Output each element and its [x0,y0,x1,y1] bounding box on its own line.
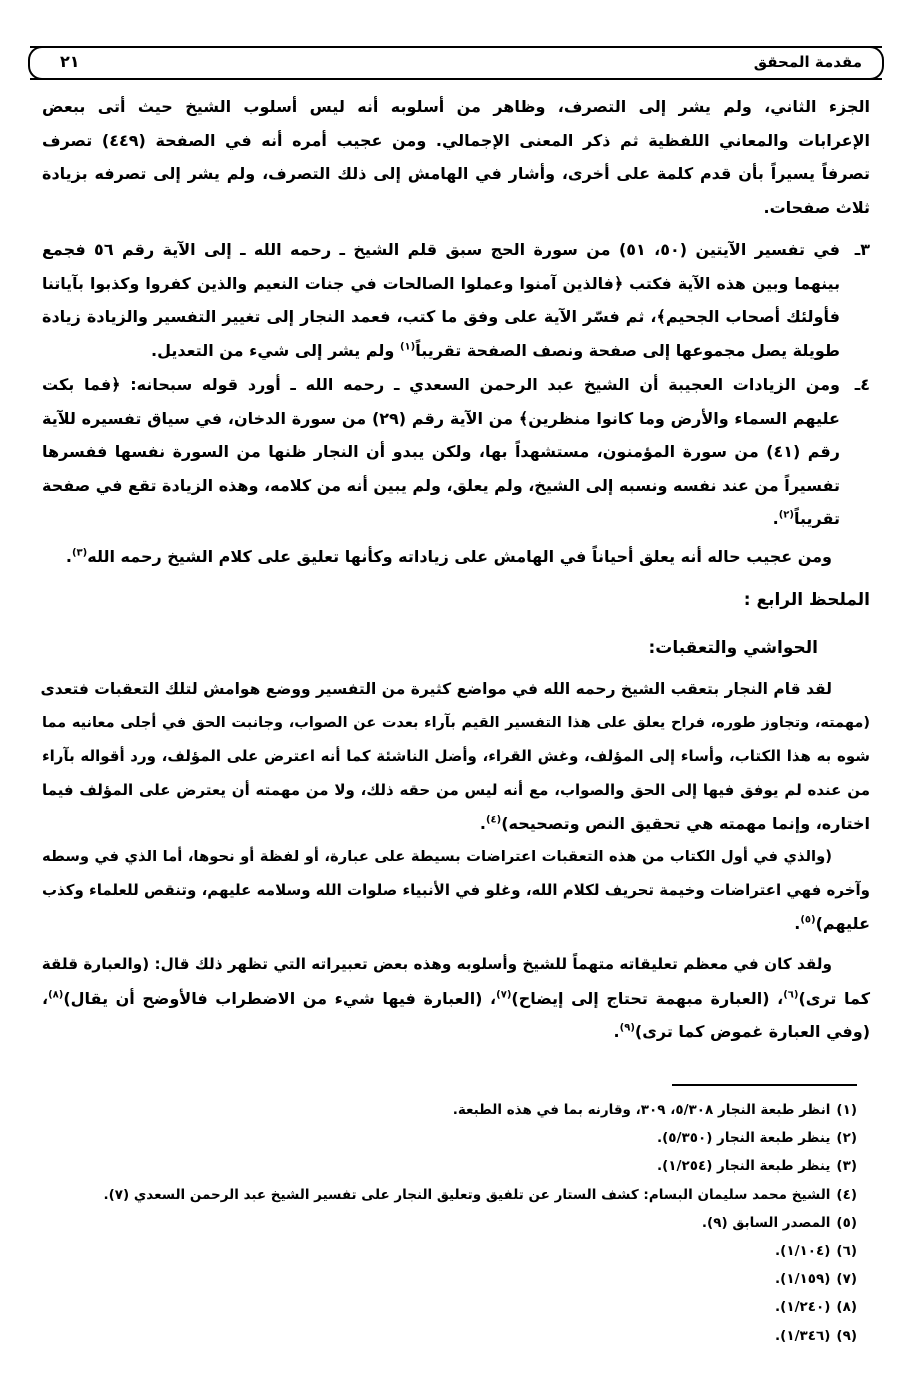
footnote [775,1239,857,1263]
footnote [775,1295,857,1319]
text-line: عليهم السماء والأرض وما كانوا منظرين﴾ من الآية رقم (٢٩) من سورة الدخان، في سياق تفسيره للآية [42,408,840,428]
footnote-ref: (٧) [496,989,512,1001]
section-heading: الملحظ الرابع : [743,590,870,610]
item-number: ٤ـ [854,375,870,394]
text-line: طويلة يصل مجموعها إلى صفحة ونصف الصفحة تقريباً$^{(١)}$ ولم يشر إلى شيء من التعديل. [151,340,840,360]
running-header [30,46,882,80]
footnote-ref: (٢) [778,509,794,521]
footnote-ref: (٨) [48,989,64,1001]
text-line: الجزء الثاني، ولم يشر إلى التصرف، وظاهر من أسلوبه أنه ليس أسلوب الشيخ حيث أتى ببعض [42,97,870,116]
footnote-ref: (٥) [800,914,816,926]
text-line: (والذي في أول الكتاب من هذه التعقبات اعتراضات بسيطة على عبارة، أو لفظة أو نحوها، أما الذي في وسطه [42,848,832,865]
footnote [775,1267,857,1291]
footnote [775,1324,857,1348]
footnote-ref: (٩) [619,1022,635,1034]
page-number: ٢١ [60,52,80,71]
footnote [103,1183,857,1207]
paragraph [42,90,870,224]
footnote-ref: (٤) [485,814,502,826]
numbered-item [42,368,870,536]
footnote-number: (٦) [836,1243,857,1259]
numbered-item [42,233,870,367]
footnote-number: (٧) [836,1271,857,1288]
text-line: كما ترى)$^{(٦)}$، (العبارة مبهمة تحتاج إلى إيضاح)$^{(٧)}$، (العبارة فيها شيء من الاضطراب فالأوضح أن يقال)$^{(٨)}$، [42,988,870,1008]
text-line: فأولئك أصحاب الجحيم﴾، ثم فسّر الآية على وفق ما كتب، فعمد النجار إلى تغيير التفسير والزيادة زيادة [42,307,840,326]
footnote-text: (١/١٠٤). [775,1243,831,1259]
text-line: في تفسير الآيتين (٥٠، ٥١) من سورة الحج سبق قلم الشيخ ـ رحمه الله ـ إلى الآية رقم ٥٦ فجمع [42,240,841,259]
text-line: عليهم)$^{(٥)}$. [794,914,870,933]
text-line: تصرفاً يسيراً بأن قدم كلمة على أخرى، وأشار في الهامش إلى ذلك التصرف، ولم يشر إلى تصرفه بزيادة [42,164,870,183]
text-line: الإعرابات والمعاني اللفظية ثم ذكر المعنى الإجمالي. ومن عجيب أمره أنه في الصفحة (٤٤٩) تصرف [42,130,871,150]
footnote [453,1098,857,1122]
footnote-number: (٣) [836,1158,857,1175]
footnote-number: (٩) [836,1327,857,1344]
text-line: بينهما وبين هذه الآية فكتب ﴿فالذين آمنوا وعملوا الصالحات في جنات النعيم والذين كفروا وكذبوا بآياتنا [42,273,840,293]
footnote [657,1126,857,1150]
text-line: لقد قام النجار بتعقب الشيخ رحمه الله في مواضع كثيرة من التفسير ووضع هوامش لتلك التعقبات فتعدى [40,680,832,698]
section-heading: الحواشي والتعقبات: [648,638,818,658]
footnote-text: ينظر طبعة النجار (٥/٣٥٠). [656,1130,831,1147]
paragraph [42,540,870,574]
footnote-ref: (١) [399,341,416,353]
footnote-number: (١) [836,1102,857,1118]
chapter-title: مقدمة المحقق [753,53,862,71]
paragraph [42,673,870,841]
footnote [657,1154,857,1178]
item-number: ٣ـ [854,240,870,259]
footnote-text: (١/١٥٩). [775,1271,831,1288]
footnote-text: (١/٣٤٦). [775,1327,831,1344]
paragraph [42,948,870,1049]
text-line: رقم (٤١) من سورة المؤمنون، مستشهداً بها، ولكن يبدو أن النجار ظنها من السورة نفسها ففسرها [42,442,840,461]
footnote-separator [672,1084,857,1086]
text-line: وآخره فهي اعتراضات وخيمة تحريف لكلام الله، وغلو في الأنبياء صلوات الله وسلامه عليهم، وتنقص للعلماء وكذب [42,880,870,899]
text-line: ومن عجيب حاله أنه يعلق أحياناً في الهامش على زياداته وكأنها تعليق على كلام الشيخ رحمه الله$^{(٣)}$. [65,547,832,566]
footnote-text: الشيخ محمد سليمان البسام: كشف الستار عن تلفيق وتعليق النجار على تفسير الشيخ عبد الرحمن السعدي (٧). [103,1186,831,1203]
footnote-number: (٨) [836,1299,857,1316]
text-line: تفسيراً من عند نفسه ونسبه إلى الشيخ، ولم يعلق، ولم يبين أنه من كلامه، وهذه الزيادة تقع في صفحة [42,475,840,495]
text-line: ولقد كان في معظم تعليقاته متهماً للشيخ وأسلوبه وهذه بعض تعبيراته التي تظهر ذلك قال: (والعبارة قلقة [41,955,832,973]
text-line: (وفي العبارة غموض كما ترى)$^{(٩)}$. [613,1022,870,1041]
footnote-ref: (٣) [71,547,88,559]
footnote-text: المصدر السابق (٩). [701,1214,831,1231]
text-line: (مهمته، وتجاوز طوره، فراح يعلق على هذا التفسير القيم بآراء بعدت عن الصواب، وجانبت الحق في أجلى معانيه مما [42,714,870,731]
footnote-text: (١/٢٤٠). [775,1299,831,1316]
text-line: من عنده لم يوفق فيها إلى الحق والصواب، مع أنه ليس من حقه ذلك، ولا من مهمته أن يعترض على المؤلف فيما [42,780,870,799]
text-line: اختاره، وإنما مهمته هي تحقيق النص وتصحيحه)$^{(٤)}$. [479,814,870,833]
footnote-text: انظر طبعة النجار ٥/٣٠٨، ٣٠٩، وقارنه بما في هذه الطبعة. [452,1102,831,1118]
footnote-ref: (٦) [783,989,799,1001]
text-line: ومن الزيادات العجيبة أن الشيخ عبد الرحمن السعدي ـ رحمه الله ـ أورد قوله سبحانه: ﴿فما بكت [42,375,840,394]
footnote-number: (٤) [836,1186,857,1203]
footnote-number: (٥) [836,1214,857,1231]
footnote-text: ينظر طبعة النجار (١/٢٥٤). [656,1158,831,1175]
footnote-number: (٢) [836,1130,857,1147]
text-line: تقريباً$^{(٢)}$. [772,509,840,528]
text-line: شوه به هذا الكتاب، وأساء إلى المؤلف، وغش القراء، وأضل الناشئة كما أنه اعترض على المؤلف، ورد أقواله بآراء [42,747,870,765]
text-line: ثلاث صفحات. [763,197,870,217]
paragraph [42,840,870,941]
footnote [702,1211,857,1235]
